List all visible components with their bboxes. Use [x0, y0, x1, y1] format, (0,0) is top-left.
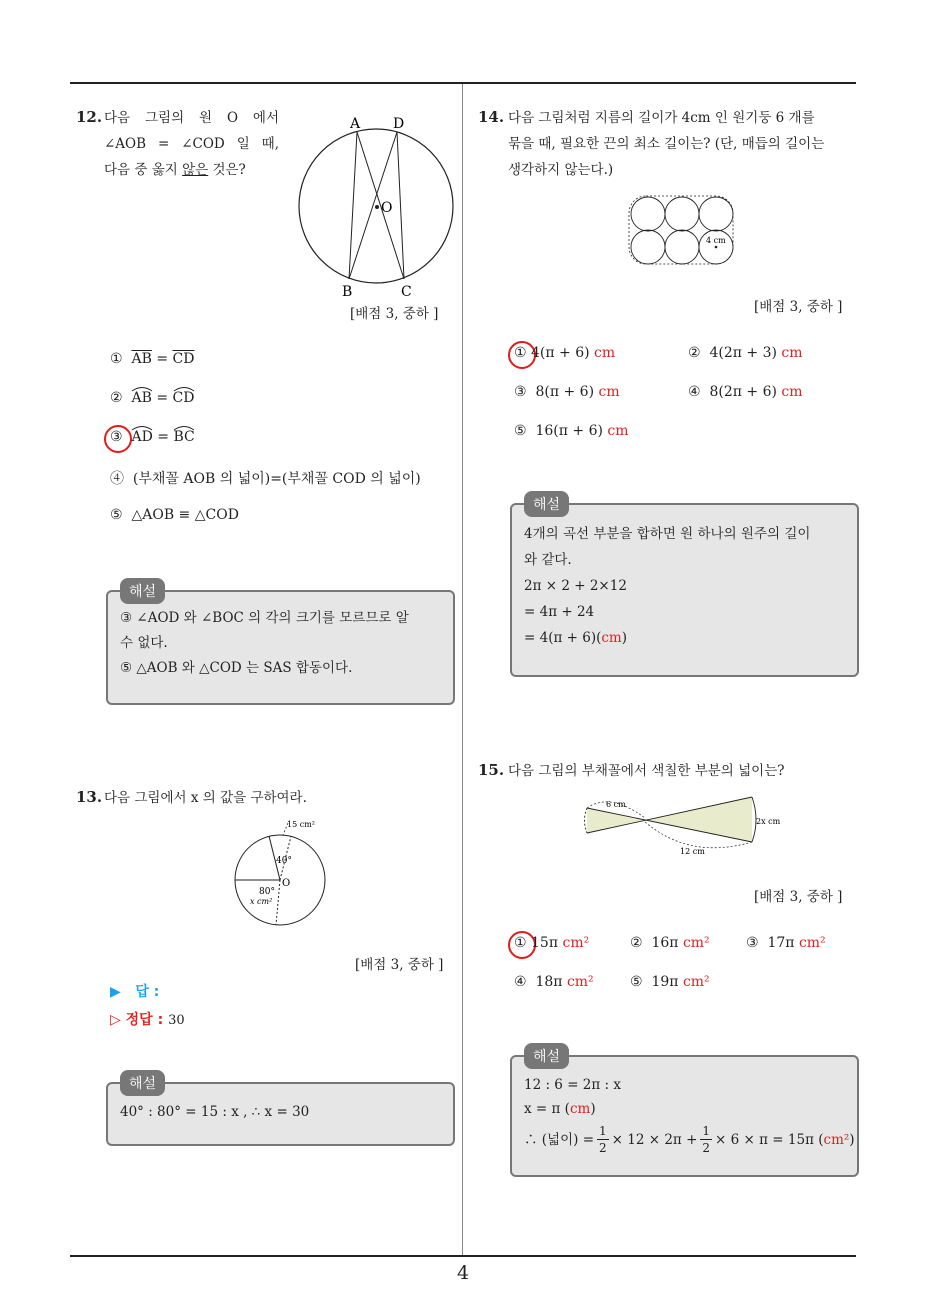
- label-6cm: 6 cm: [606, 800, 626, 809]
- q14-option-3[interactable]: ③ 8(π + 6) cm: [514, 384, 620, 400]
- bottom-rule: [70, 1255, 856, 1257]
- q14-explanation: 해설 4개의 곡선 부분을 합하면 원 하나의 원주의 길이 와 같다. 2π × 2 + 2×12 = 4π + 24 = 4(π + 6)(cm): [510, 503, 859, 677]
- q15-option-3[interactable]: ③ 17π cm²: [746, 935, 826, 951]
- label-12cm: 12 cm: [680, 847, 705, 856]
- q12-explain-tag: 해설: [120, 578, 165, 604]
- column-divider: [462, 84, 463, 1256]
- q15-option-5[interactable]: ⑤ 19π cm²: [630, 974, 710, 990]
- q14-cylinders-figure: [626, 193, 744, 269]
- q14-points: [배점 3, 중하 ]: [754, 299, 843, 315]
- q13-explanation: 해설 40° : 80° = 15 : x , ∴ x = 30: [106, 1082, 455, 1146]
- q15-option-1[interactable]: ① 15π cm²: [514, 935, 590, 951]
- label-c: C: [401, 284, 412, 300]
- label-xcm2: x cm²: [250, 897, 273, 906]
- label-b: B: [342, 284, 353, 300]
- q13-explain-tag: 해설: [120, 1070, 165, 1096]
- q12-number: 12.: [76, 108, 103, 126]
- q12-option-1[interactable]: ① $\overline{AB} = \overline{CD}$: [110, 351, 195, 367]
- q15-text: 다음 그림의 부채꼴에서 색칠한 부분의 넓이는?: [508, 763, 785, 779]
- q15-explain-tag: 해설: [524, 1043, 569, 1069]
- answer-label: 답 :: [135, 984, 160, 1000]
- correct-arrow-icon: ▷: [110, 1012, 121, 1028]
- q15-explanation: 해설 12 : 6 = 2π : x x = π (cm) ∴ (넓이) = $\frac{1}{2}$ × 12 × 2π + $\frac{1}{2}$ × 6 × π = 15π ( cm² ): [510, 1055, 859, 1177]
- label-a: A: [350, 116, 361, 132]
- q13-text: 다음 그림에서 x 의 값을 구하여라.: [104, 790, 307, 806]
- q15-number: 15.: [478, 761, 505, 779]
- label-d: D: [393, 116, 405, 132]
- q14-option-2[interactable]: ② 4(2π + 3) cm: [688, 345, 803, 361]
- q12-text: 다음 그림의 원 O 에서 ∠AOB = ∠COD 일 때, 다음 중 옳지 않은 것은?: [104, 110, 279, 178]
- q12-option-2[interactable]: ② AB = CD: [110, 390, 194, 406]
- q15-sector-figure: [580, 790, 790, 860]
- q13-points: [배점 3, 중하 ]: [355, 957, 444, 973]
- page-number: 4: [456, 1262, 470, 1284]
- q13-number: 13.: [76, 788, 103, 806]
- label-40deg: 40°: [276, 856, 292, 866]
- q14-explain-tag: 해설: [524, 491, 569, 517]
- label-o: O: [282, 878, 291, 889]
- q12-circle-figure: [290, 108, 460, 303]
- q14-option-5[interactable]: ⑤ 16(π + 6) cm: [514, 423, 629, 439]
- q13-correct-row: [110, 1009, 185, 1029]
- fraction-half-1: $\frac{1}{2}$: [599, 1124, 607, 1155]
- label-80deg: 80°: [259, 887, 275, 897]
- q14-option-4[interactable]: ④ 8(2π + 6) cm: [688, 384, 803, 400]
- q12-option-5[interactable]: ⑤ △AOB ≡ △COD: [110, 507, 239, 523]
- q14-option-1[interactable]: ① 4(π + 6) cm: [514, 345, 616, 361]
- q13-answer-row: [110, 981, 159, 1001]
- q12-option-4[interactable]: ④ (부채꼴 AOB 의 넓이)=(부채꼴 COD 의 넓이): [110, 471, 421, 487]
- q14-number: 14.: [478, 108, 505, 126]
- fraction-half-2: $\frac{1}{2}$: [702, 1124, 711, 1155]
- q12-points: [배점 3, 중하 ]: [350, 306, 439, 322]
- answer-arrow-icon: ▶: [110, 984, 121, 1000]
- top-rule: [70, 82, 856, 84]
- label-4cm: 4 cm: [706, 236, 726, 245]
- q13-circle-figure: [228, 815, 338, 930]
- q14-text: 다음 그림처럼 지름의 길이가 4cm 인 원기둥 6 개를 묶을 때, 필요한 끈의 최소 길이는? (단, 매듭의 길이는 생각하지 않는다.): [508, 110, 825, 178]
- q15-option-4[interactable]: ④ 18π cm²: [514, 974, 594, 990]
- correct-value: 30: [168, 1013, 185, 1028]
- q15-points: [배점 3, 중하 ]: [754, 889, 843, 905]
- label-2xcm: 2x cm: [756, 817, 781, 826]
- q12-explanation: 해설 ③ ∠AOD 와 ∠BOC 의 각의 크기를 모르므로 알 수 없다. ⑤ △AOB 와 △COD 는 SAS 합동이다.: [106, 590, 455, 705]
- q12-option-3[interactable]: ③ AD = BC: [110, 429, 195, 445]
- q15-option-2[interactable]: ② 16π cm²: [630, 935, 710, 951]
- label-o: O: [381, 200, 393, 216]
- correct-label: 정답 :: [125, 1012, 164, 1028]
- label-15cm2: 15 cm²: [287, 820, 315, 829]
